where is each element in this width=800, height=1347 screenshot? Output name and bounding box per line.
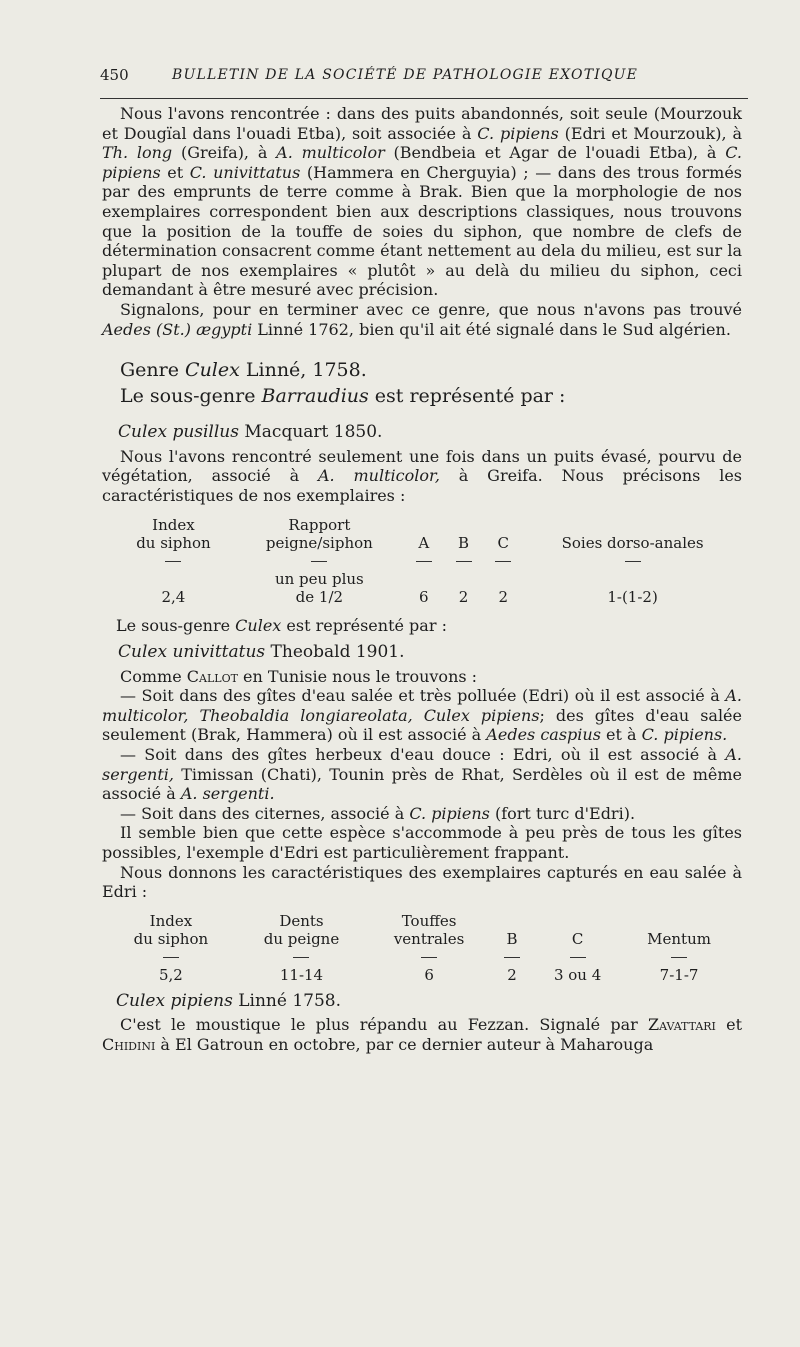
cell: 7-1-7	[659, 965, 699, 984]
paragraph-pusillus: Nous l'avons rencontré seulement une fois dans un puits évasé, pourvu de végétation, associé à A. multicolor, à Greifa. Nous précisons les caractéristiques de nos exemplaires :	[102, 446, 743, 505]
cell: 1-(1-2)	[607, 587, 658, 606]
cell: 2	[498, 587, 509, 606]
col-header: Rapport peigne/siphon	[265, 515, 373, 552]
page-body	[102, 104, 742, 1055]
col-header: A	[418, 533, 430, 552]
cell: 2	[507, 965, 517, 984]
table-header-row	[112, 516, 742, 552]
paragraph-accommode: Il semble bien que cette espèce s'accommode à peu près de tous les gîtes possibles, l'exemple d'Edri est particulièrement frappant.	[102, 823, 742, 863]
species-culex-univittatus: Culex univittatus Theobald 1901.	[118, 642, 405, 663]
paragraph-habitats: Nous l'avons rencontrée : dans des puits abandonnés, soit seule (Mourzouk et Dougïal dans l'ouadi Etba), soit associée à C. pipiens (Edri et Mourzouk), à Th. long (Greifa), à A. multicolor (Bendbeia et Agar de l'ouadi Etba), à C. pipiens et C. univittatus (Hammera en Cherguyia) ; — dans des trous formés par des emprunts de terre comme à Brak. Bien que la morphologie de nos exemplaires correspondent bien aux descriptions classiques, nous trouvons que la position de la touffe de soies du siphon, que nombre de clefs de détermination consacrent comme étant nettement au dela du milieu, est sur la plupart de nos exemplaires « plutôt » au delà du milieu du siphon, ceci demandant à être mesuré avec précision.	[102, 104, 743, 300]
table-pusillus-characteristics	[112, 516, 742, 606]
cell: 5,2	[158, 965, 183, 984]
paragraph-callot: Comme Callot en Tunisie nous le trouvons :	[120, 666, 478, 686]
table-row	[106, 966, 736, 984]
header-rule	[100, 98, 748, 99]
cell: 2,4	[161, 587, 186, 606]
paragraph-aedes-aegypti: Signalons, pour en terminer avec ce genre, que nous n'avons pas trouvé Aedes (St.) ægypti Linné 1762, bien qu'il ait été signalé dans le Sud algérien.	[102, 299, 742, 339]
col-header: B	[506, 929, 518, 948]
cell: 6	[424, 965, 434, 984]
paragraph-pipiens: C'est le moustique le plus répandu au Fezzan. Signalé par Zavattari et Chidini à El Gatroun en octobre, par ce dernier auteur à Maharouga	[102, 1015, 743, 1054]
subgenre-culex-heading: Le sous-genre Culex est représenté par :	[116, 615, 447, 635]
running-title: BULLETIN DE LA SOCIÉTÉ DE PATHOLOGIE EXOTIQUE	[172, 67, 639, 83]
table-row	[112, 570, 742, 606]
col-header: C	[571, 929, 584, 948]
cell: un peu plus de 1/2	[274, 569, 364, 606]
col-header: Index du siphon	[133, 911, 209, 948]
col-header: Dents du peigne	[263, 911, 340, 948]
cell: 2	[458, 587, 469, 606]
table-dash-row	[112, 552, 742, 570]
col-header: Mentum	[647, 929, 711, 948]
page-number: 450	[100, 66, 129, 84]
subgenre-barraudius-heading: Le sous-genre Barraudius est représenté par :	[120, 385, 566, 408]
page-header	[100, 66, 750, 90]
paragraph-gites-herbeux: — Soit dans des gîtes herbeux d'eau douce : Edri, où il est associé à A. sergenti, Timissan (Chati), Tounin près de Rhat, Serdèles où il est de même associé à A. sergenti.	[102, 745, 742, 804]
paragraph-gites-salee: — Soit dans des gîtes d'eau salée et très polluée (Edri) où il est associé à A. multicolor, Theobaldia longiareolata, Culex pipiens; des gîtes d'eau salée seulement (Brak, Hammera) où il est associé à Aedes caspius et à C. pipiens.	[102, 686, 742, 745]
paragraph-citernes: — Soit dans des citernes, associé à C. pipiens (fort turc d'Edri).	[120, 803, 636, 823]
species-culex-pipiens: Culex pipiens Linné 1758.	[116, 990, 341, 1011]
col-header: C	[497, 533, 510, 552]
col-header: Soies dorso-anales	[561, 533, 704, 552]
cell: 3 ou 4	[553, 965, 602, 984]
paragraph-edri-intro: Nous donnons les caractéristiques des exemplaires capturés en eau salée à Edri :	[102, 862, 742, 902]
genre-heading: Genre Culex Linné, 1758.	[120, 359, 367, 382]
table-header-row	[106, 912, 736, 948]
col-header: Touffes ventrales	[393, 911, 465, 948]
cell: 6	[418, 587, 429, 606]
species-culex-pusillus: Culex pusillus Macquart 1850.	[118, 422, 383, 443]
cell: 11-14	[279, 965, 324, 984]
table-univittatus-characteristics	[106, 912, 736, 984]
col-header: Index du siphon	[136, 515, 211, 552]
table-dash-row	[106, 948, 736, 966]
col-header: B	[458, 533, 470, 552]
